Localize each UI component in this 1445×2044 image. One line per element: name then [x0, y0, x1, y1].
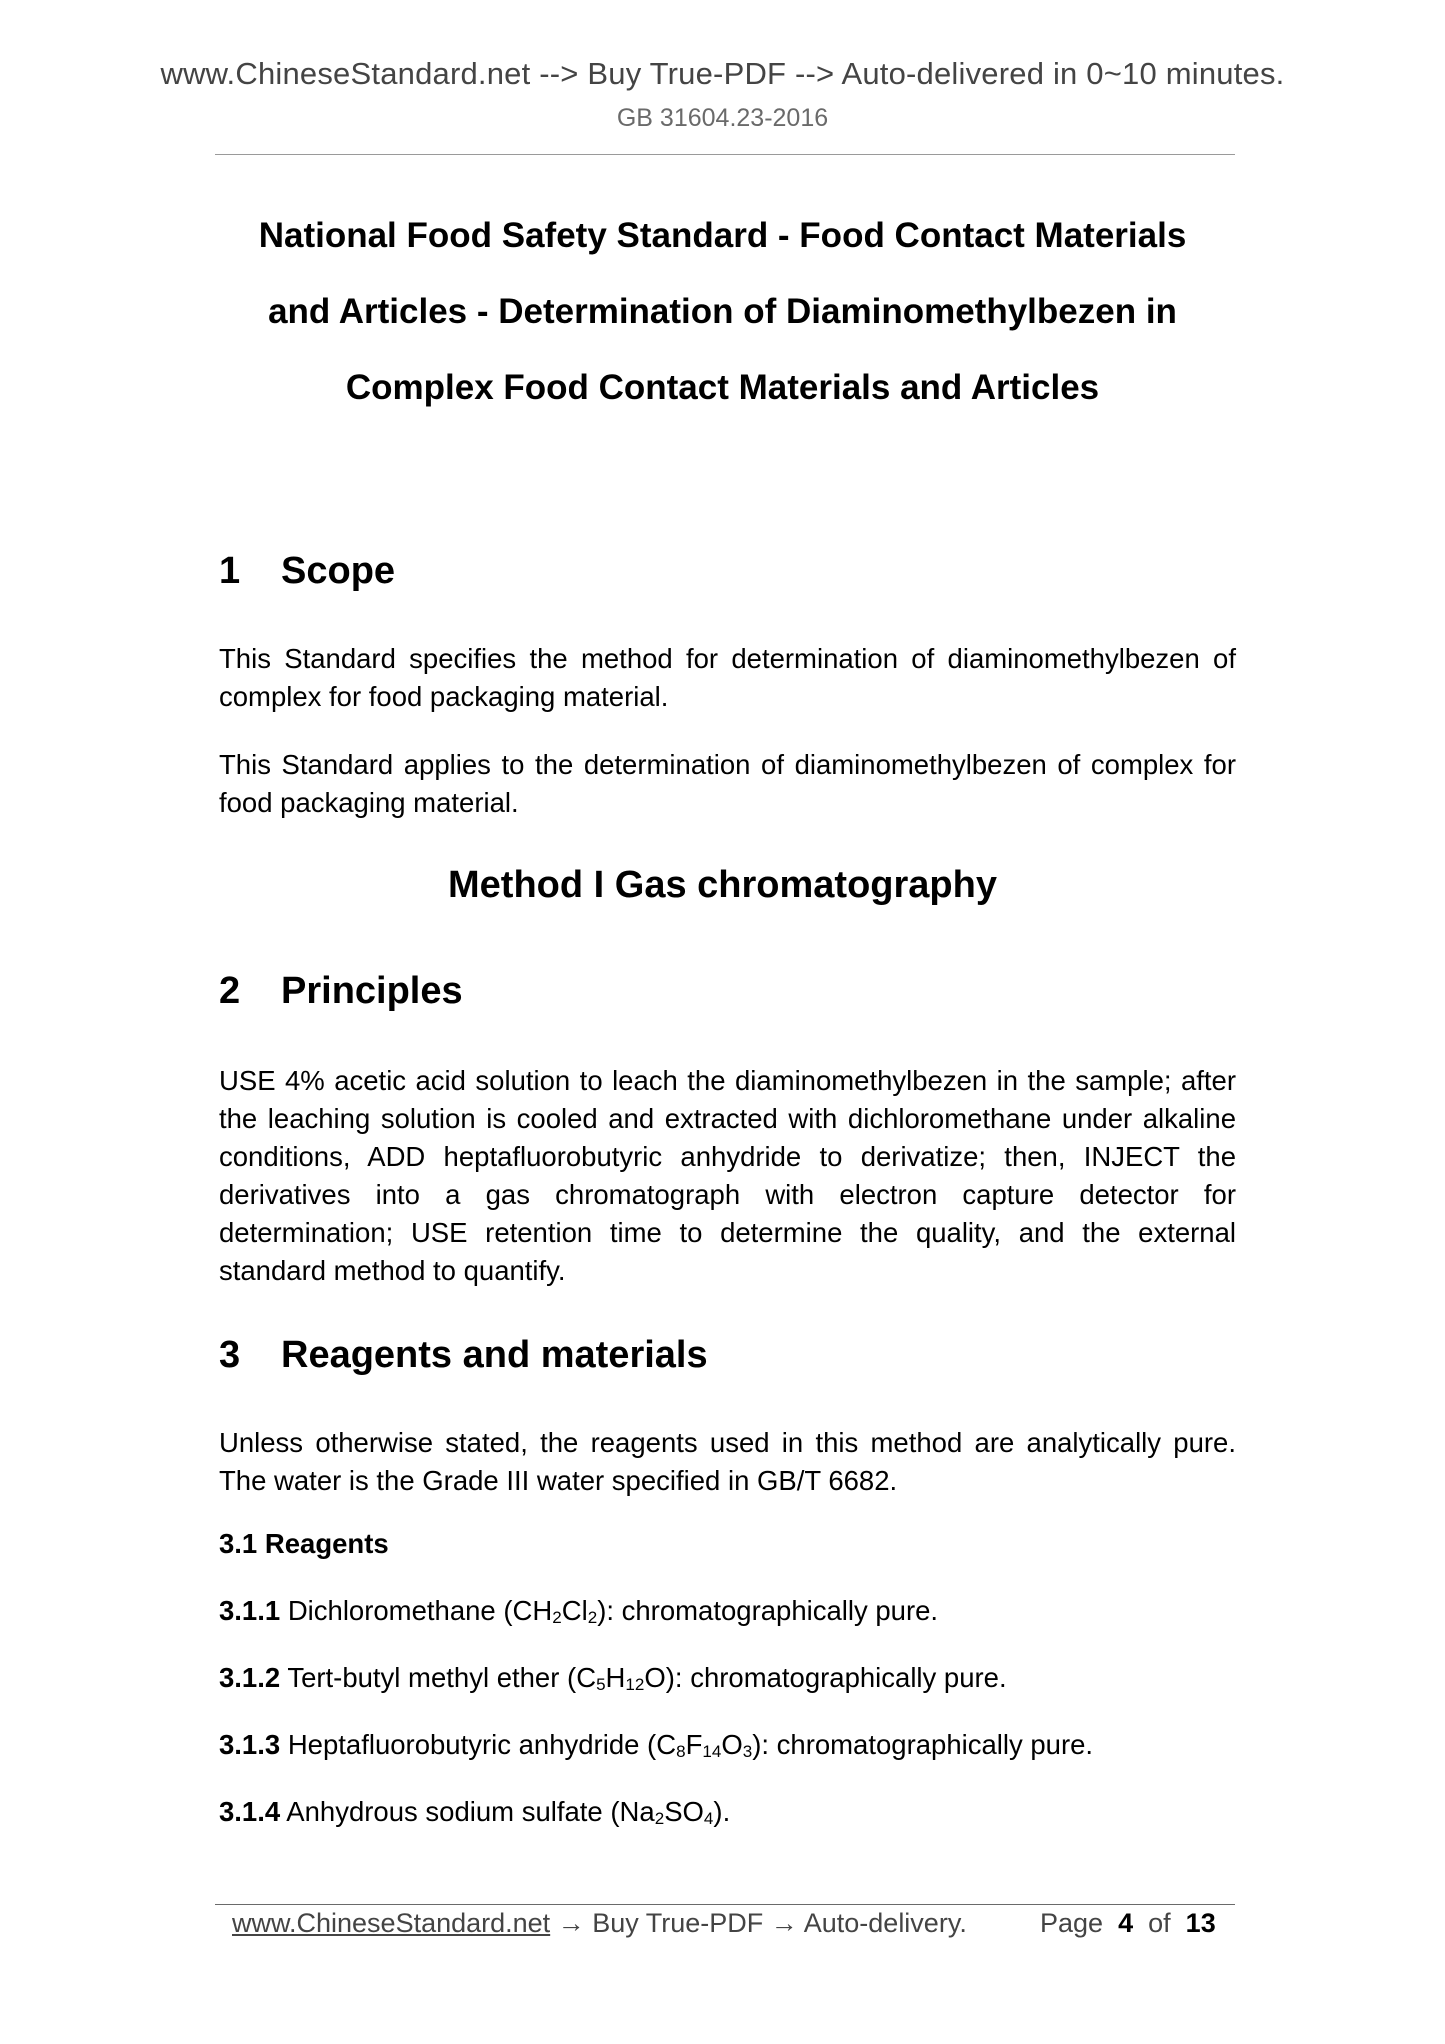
reagent-number: 3.1.1 — [219, 1595, 281, 1626]
formula-part: C — [656, 1729, 677, 1760]
page-indicator — [1040, 1908, 1216, 1939]
reagent-description: ): chromatographically pure. — [597, 1595, 939, 1626]
method-heading: Method I Gas chromatography — [448, 864, 997, 906]
principles-paragraph: USE 4% acetic acid solution to leach the diaminomethylbezen in the sample; after the leaching solution is cooled and extracted with dichloromethane under alkaline conditions, ADD heptafluorobutyric anhydride to derivatize; then, INJECT the derivatives into a gas chromatograph with electron capture detector for determination; USE retention time to determine the quality, and the external standard method to quantify. — [219, 1065, 1236, 1286]
section-title: Scope — [281, 550, 396, 592]
reagent-description: ). — [713, 1796, 731, 1827]
document-title-line-3: Complex Food Contact Materials and Articles — [345, 368, 1100, 407]
formula-part: Cl — [561, 1595, 588, 1626]
page-label: Page — [1040, 1908, 1104, 1938]
footer-promo-text: → Buy True-PDF → Auto-delivery. — [550, 1908, 967, 1938]
footer-promo — [232, 1908, 967, 1939]
section-number: 3 — [219, 1334, 241, 1376]
formula-subscript: 14 — [702, 1742, 722, 1762]
reagent-name: Anhydrous sodium sulfate — [286, 1796, 603, 1827]
formula-subscript: 2 — [552, 1608, 562, 1628]
formula-subscript: 8 — [676, 1742, 686, 1762]
section-number: 2 — [219, 970, 241, 1012]
section-title: Principles — [281, 970, 463, 1012]
reagent-number: 3.1.3 — [219, 1729, 281, 1760]
footer-site-link[interactable]: www.ChineseStandard.net — [232, 1908, 551, 1938]
formula-part: O — [721, 1729, 743, 1760]
section-heading-reagents — [219, 1334, 708, 1377]
formula-subscript: 3 — [742, 1742, 753, 1762]
formula-part: F — [685, 1729, 703, 1760]
reagent-name: Tert-butyl methyl ether — [287, 1662, 560, 1693]
formula-part: H — [605, 1662, 626, 1693]
document-title-line-1: National Food Safety Standard - Food Contact Materials — [258, 216, 1187, 255]
header-divider — [215, 154, 1235, 155]
reagent-item: 3.1.3 Heptafluorobutyric anhydride $(C_8F_{14}O_3)$: chromatographically pure. — [219, 1729, 1094, 1762]
total-pages: 13 — [1185, 1908, 1216, 1938]
reagent-name: Heptafluorobutyric anhydride — [287, 1729, 640, 1760]
formula-part: C — [576, 1662, 597, 1693]
scope-paragraph-2: This Standard applies to the determination of diaminomethylbezen of complex for food packaging material. — [219, 749, 1236, 818]
formula-subscript: 4 — [703, 1809, 714, 1829]
formula-part: Na — [619, 1796, 655, 1827]
formula-subscript: 2 — [654, 1809, 665, 1829]
formula-part: O — [644, 1662, 666, 1693]
formula-part: SO — [664, 1796, 704, 1827]
of-label: of — [1148, 1908, 1171, 1938]
section-heading-principles — [219, 970, 463, 1013]
reagents-paragraph: Unless otherwise stated, the reagents used in this method are analytically pure. The water is the Grade III water specified in GB/T 6682. — [219, 1427, 1236, 1496]
reagent-description: ): chromatographically pure. — [752, 1729, 1094, 1760]
reagent-number: 3.1.4 — [219, 1796, 281, 1827]
formula-subscript: 2 — [587, 1608, 598, 1628]
section-number: 1 — [219, 550, 241, 592]
scope-paragraph-1: This Standard specifies the method for determination of diaminomethylbezen of complex for food packaging material. — [219, 643, 1236, 712]
subsection-heading-reagents: 3.1 Reagents — [219, 1528, 389, 1559]
current-page: 4 — [1118, 1908, 1134, 1938]
reagent-item: 3.1.4 Anhydrous sodium sulfate $(Na_2SO_4)$. — [219, 1796, 731, 1829]
section-heading-scope — [219, 550, 395, 593]
reagent-description: ): chromatographically pure. — [665, 1662, 1007, 1693]
section-title: Reagents and materials — [281, 1334, 708, 1376]
reagent-item: 3.1.1 Dichloromethane $(CH_2Cl_2)$: chromatographically pure. — [219, 1595, 939, 1628]
reagent-name: Dichloromethane — [287, 1595, 496, 1626]
header-standard-number: GB 31604.23-2016 — [616, 104, 829, 132]
formula-subscript: 5 — [596, 1675, 606, 1695]
header-promo: www.ChineseStandard.net --> Buy True-PDF --> Auto-delivered in 0~10 minutes. — [160, 56, 1285, 91]
formula-subscript: 12 — [625, 1675, 645, 1695]
reagent-item: 3.1.2 Tert-butyl methyl ether $(C_5H_{12}O)$: chromatographically pure. — [219, 1662, 1007, 1695]
footer-divider — [215, 1904, 1235, 1905]
formula-part: CH — [512, 1595, 553, 1626]
document-title-line-2: and Articles - Determination of Diaminomethylbezen in — [268, 292, 1177, 331]
reagent-number: 3.1.2 — [219, 1662, 281, 1693]
